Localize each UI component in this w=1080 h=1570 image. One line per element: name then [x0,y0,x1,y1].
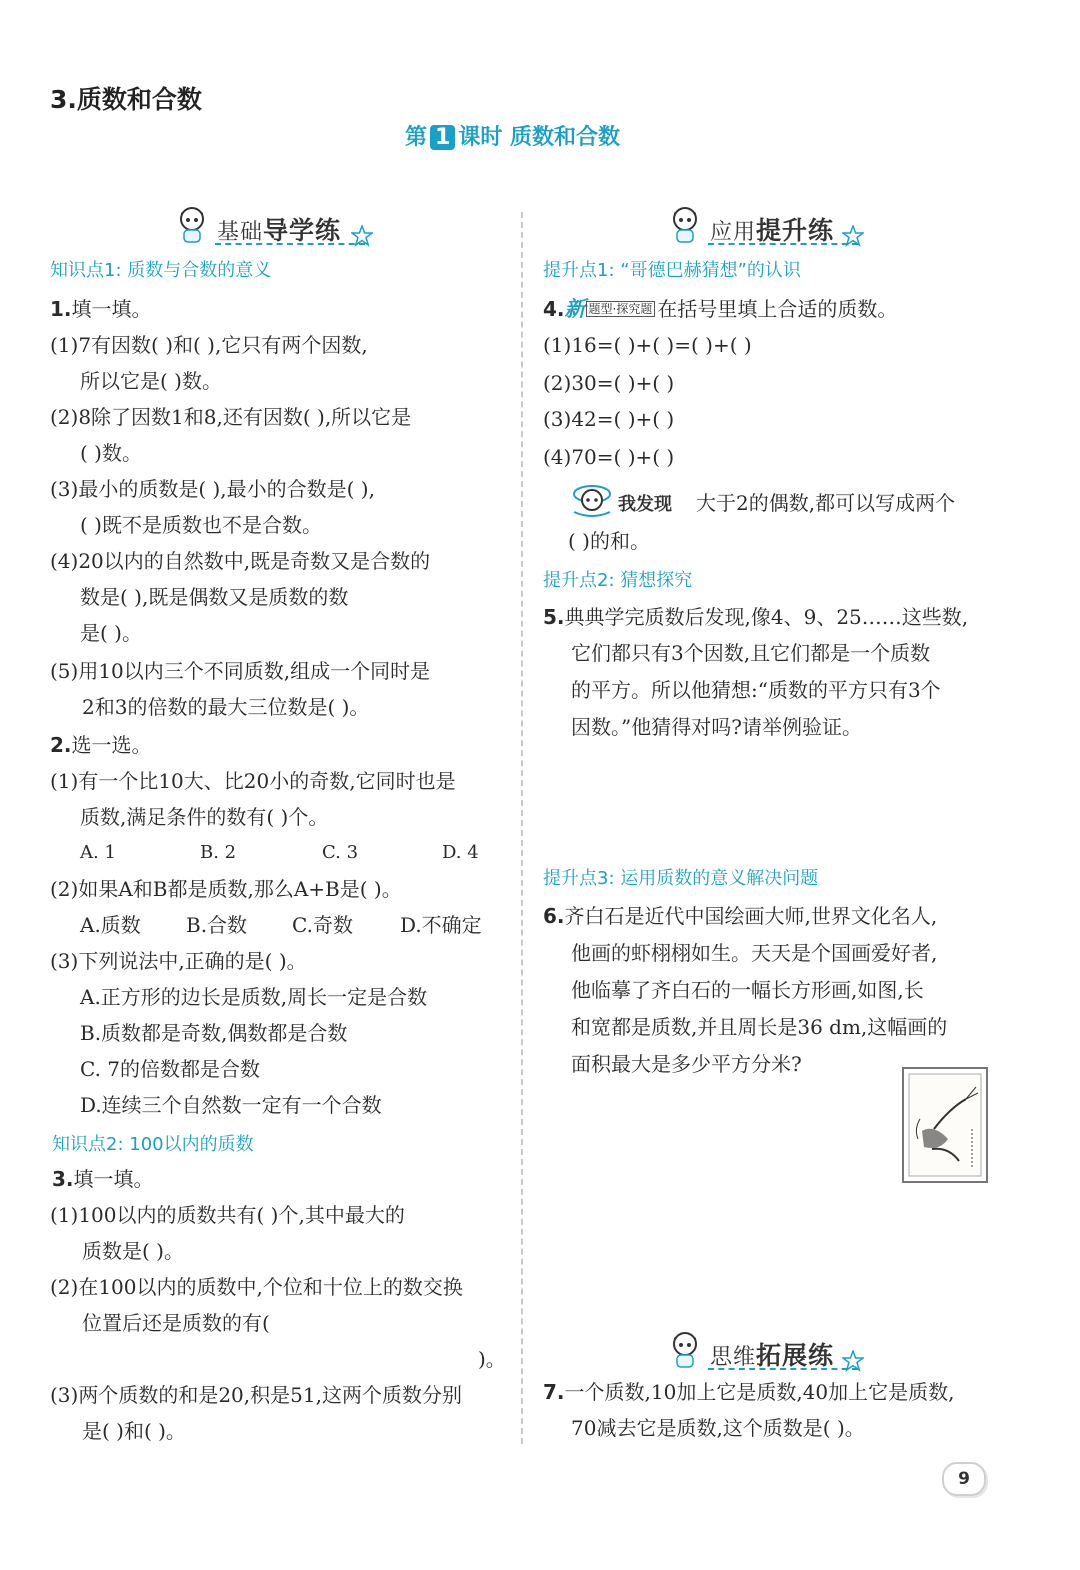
question-type-badge: 题型·探究题 [586,301,656,317]
q1-line: (1)7有因数( )和( ),它只有两个因数, [50,333,368,357]
q1-line: 2和3的倍数的最大三位数是( )。 [82,695,370,719]
q1-line: ( )数。 [80,441,142,465]
q3-line: (3)两个质数的和是20,积是51,这两个质数分别 [50,1383,462,1407]
q6-line: 他临摹了齐白石的一幅长方形画,如图,长 [571,978,924,1002]
shrimp-painting-image [902,1067,988,1183]
q2-p1-option: C. 3 [322,842,359,863]
q1-line: 所以它是( )数。 [80,369,222,393]
q1-line: 数是( ),既是偶数又是质数的数 [80,585,349,609]
page-number: 9 [942,1462,986,1496]
section-header-basic [175,205,375,249]
q2-p1-option: A. 1 [80,842,116,863]
discover-text: ( )的和。 [568,529,650,553]
q2-p1-option: B. 2 [200,842,237,863]
section-title: 基础导学练 [217,216,342,245]
mascot-icon [175,205,209,245]
mascot-icon [668,205,702,245]
lesson-prefix: 第 [405,125,428,150]
column-divider [521,212,523,1444]
q4-line: (2)30=( )+( ) [543,371,675,395]
section-header-apply [668,205,868,249]
improve-point-3: 提升点3: 运用质数的意义解决问题 [543,868,819,889]
q5-line: 因数。”他猜得对吗?请举例验证。 [571,715,862,739]
knowledge-point-2: 知识点2: 100以内的质数 [52,1134,254,1155]
lesson-number-badge: 1 [430,125,455,150]
improve-point-2: 提升点2: 猜想探究 [543,570,693,591]
q3-title: 3.填一填。 [52,1167,154,1191]
q1-line: (3)最小的质数是( ),最小的合数是( ), [50,477,375,501]
chapter-title: 3.质数和合数 [50,85,202,114]
star-icon [351,225,373,247]
q7-line: 70减去它是质数,这个质数是( )。 [571,1416,865,1440]
q1-line: ( )既不是质数也不是合数。 [80,513,322,537]
discover-mascot-icon [570,482,614,518]
q2-p2-option: B.合数 [186,913,248,937]
q4-title: 4.新 题型·探究题 在括号里填上合适的质数。 [543,297,898,321]
q2-p1-option: D. 4 [442,842,479,863]
q1-line: 是( )。 [80,621,142,645]
q7-line: 7.一个质数,10加上它是质数,40加上它是质数, [543,1380,955,1404]
q1-line: (5)用10以内三个不同质数,组成一个同时是 [50,659,431,683]
improve-point-1: 提升点1: “哥德巴赫猜想”的认识 [543,260,801,281]
q3-line: 是( )和( )。 [82,1419,186,1443]
star-icon [842,1350,864,1372]
q6-line: 他画的虾栩栩如生。天天是个国画爱好者, [571,941,938,965]
q3-line: )。 [478,1347,506,1371]
q4-line: (4)70=( )+( ) [543,445,675,469]
q5-line: 5.典典学完质数后发现,像4、9、25……这些数, [543,605,969,629]
q4-line: (1)16=( )+( )=( )+( ) [543,333,752,357]
discover-box [570,482,690,518]
q2-p1-line: (1)有一个比10大、比20小的奇数,它同时也是 [50,769,456,793]
q2-p2-option: C.奇数 [292,913,353,937]
q2-title: 2.选一选。 [50,733,152,757]
q1-line: (4)20以内的自然数中,既是奇数又是合数的 [50,549,431,573]
q3-line: (2)在100以内的质数中,个位和十位上的数交换 [50,1275,463,1299]
lesson-title [405,120,620,151]
q6-line: 面积最大是多少平方分米? [571,1052,802,1076]
discover-text: 大于2的偶数,都可以写成两个 [696,491,956,515]
q3-line: (1)100以内的质数共有( )个,其中最大的 [50,1203,405,1227]
q2-p2-line: (2)如果A和B都是质数,那么A+B是( )。 [50,877,402,901]
q5-line: 的平方。所以他猜想:“质数的平方只有3个 [571,678,941,702]
discover-label: 我发现 [618,494,672,515]
q5-line: 它们都只有3个因数,且它们都是一个质数 [571,641,931,665]
q3-line: 质数是( )。 [82,1239,184,1263]
q2-p3-option: D.连续三个自然数一定有一个合数 [80,1093,382,1117]
q2-p2-option: D.不确定 [400,913,482,937]
q2-p3-option: B.质数都是奇数,偶数都是合数 [80,1021,348,1045]
q2-p1-line: 质数,满足条件的数有( )个。 [80,805,329,829]
q2-p3-line: (3)下列说法中,正确的是( )。 [50,949,307,973]
section-title: 应用提升练 [710,216,835,245]
q1-line: (2)8除了因数1和8,还有因数( ),所以它是 [50,405,412,429]
mascot-icon [668,1330,702,1370]
star-icon [842,225,864,247]
q2-p3-option: C. 7的倍数都是合数 [80,1057,261,1081]
q3-line: 位置后还是质数的有( [82,1311,270,1335]
knowledge-point-1: 知识点1: 质数与合数的意义 [50,260,272,281]
q6-line: 和宽都是质数,并且周长是36 dm,这幅画的 [571,1015,948,1039]
new-badge: 新 [564,297,586,321]
q1-title: 1.填一填。 [50,297,152,321]
q4-line: (3)42=( )+( ) [543,407,675,431]
lesson-title-text: 课时 质数和合数 [458,125,620,150]
q2-p3-option: A.正方形的边长是质数,周长一定是合数 [80,985,428,1009]
q6-line: 6.齐白石是近代中国绘画大师,世界文化名人, [543,904,938,928]
q2-p2-option: A.质数 [80,913,141,937]
section-title: 思维拓展练 [710,1341,835,1370]
section-header-thinking [668,1330,868,1374]
